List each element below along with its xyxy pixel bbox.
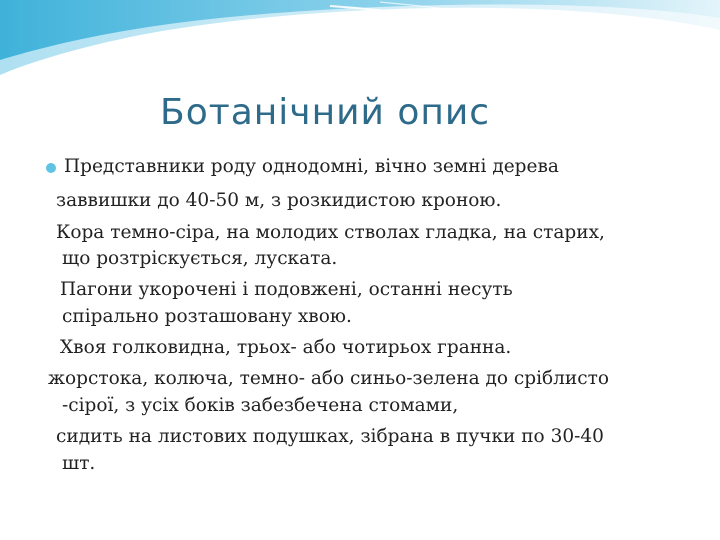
slide-title: Ботанічний опис [160,92,491,133]
body-line: сидить на листових подушках, зібрана в пучки по 30-40 [56,426,604,447]
body-line: Кора темно-сіра, на молодих стволах гладка, на старих, [56,222,605,243]
bullet-icon [46,163,56,173]
header-wave-decoration [0,0,720,90]
body-line: Хвоя голковидна, трьох- або чотирьох гранна. [60,337,512,358]
body-line: Представники роду однодомні, вічно земні дерева [64,156,559,177]
wave-highlight [330,6,600,50]
body-line: -сірої, з усіх боків забезбечена стомами, [62,395,459,416]
body-line: заввишки до 40-50 м, з розкидистою кроною. [56,190,502,211]
body-line: шт. [62,453,96,474]
body-line: спірально розташовану хвою. [62,306,352,327]
body-line: що розтріскується, лускатa. [62,248,338,269]
body-line: жорстока, колюча, темно- або синьо-зелена до сріблисто [48,368,609,389]
body-line: Пагони укорочені і подовжені, останні несуть [60,279,513,300]
